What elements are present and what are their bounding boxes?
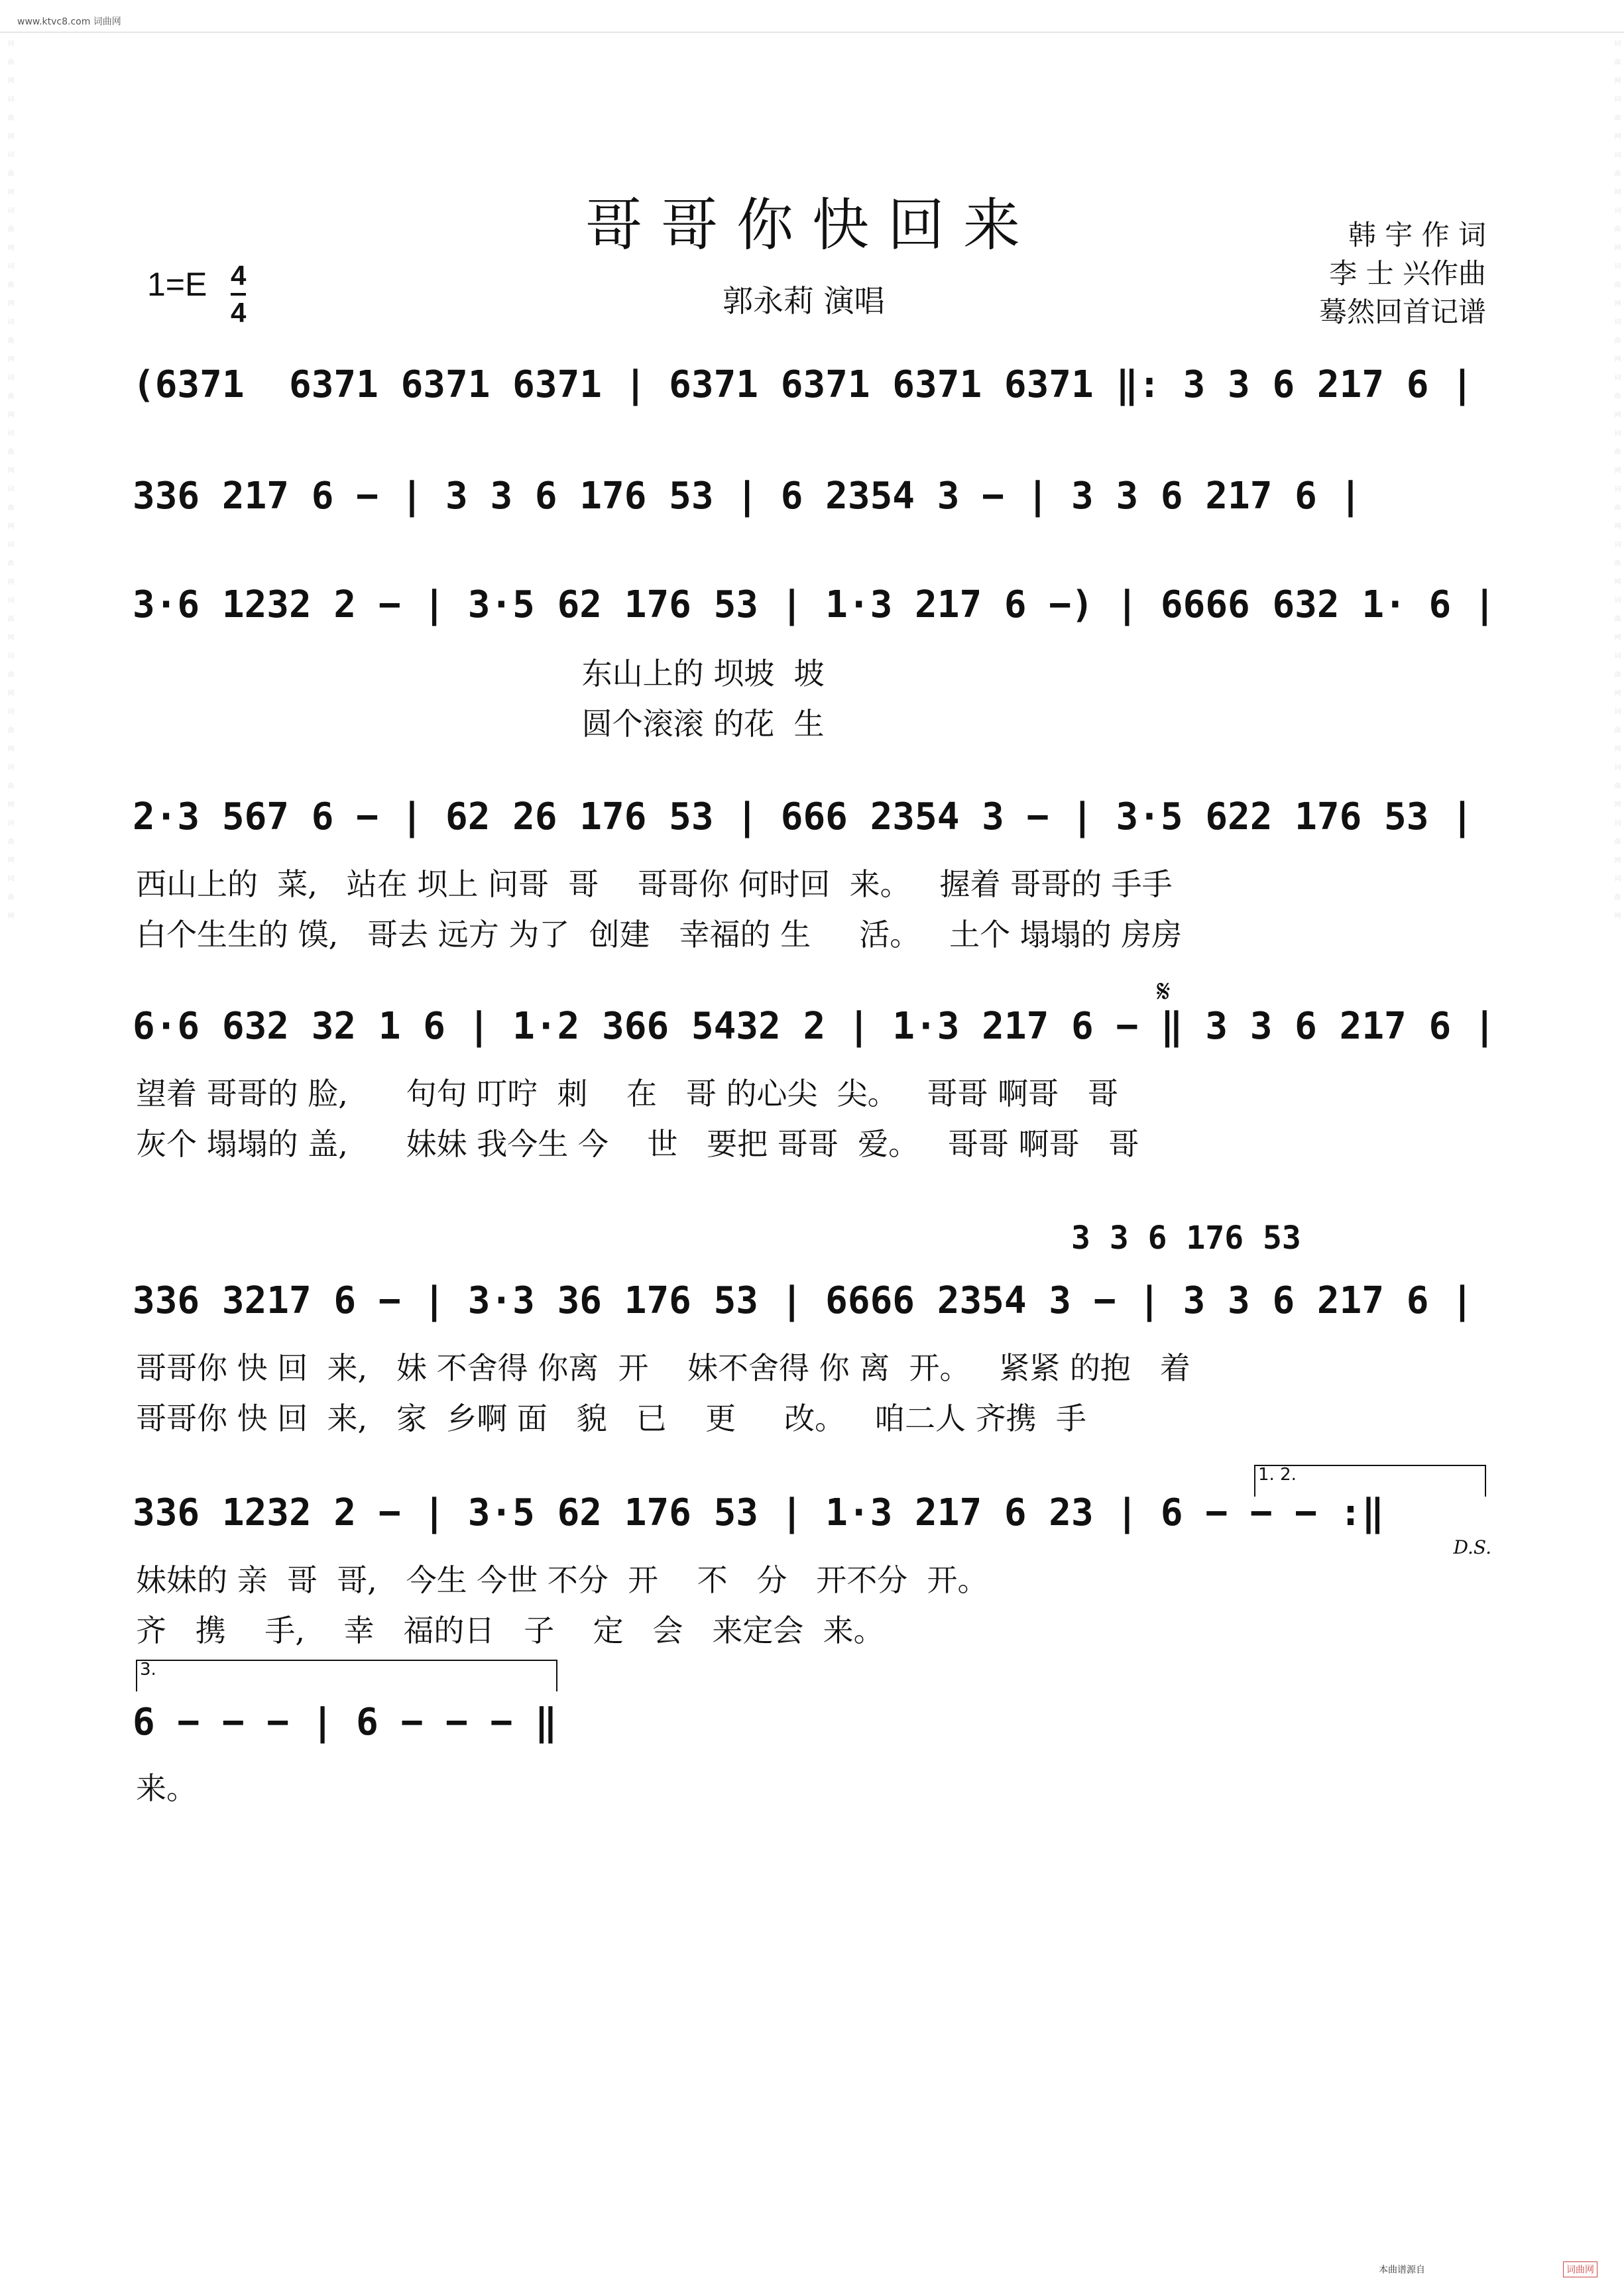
time-signature xyxy=(231,260,246,329)
lyric-line-4a: 西山上的 菜, 站在 坝上 问哥 哥 哥哥你 何时回 来。 握着 哥哥的 手手 xyxy=(136,866,1173,902)
lyric-line-6a: 哥哥你 快 回 来, 妹 不舍得 你离 开 妹不舍得 你 离 开。 紧紧 的抱 着 xyxy=(136,1350,1190,1386)
notation-line-7: 336 1232 2 − | 3·5 62 176 53 | 1·3 217 6 23 | 6 − − − :‖ xyxy=(133,1491,1385,1534)
key-signature: 1=E xyxy=(147,266,207,303)
lyricist: 韩 宇 作 词 xyxy=(1348,219,1486,251)
lyric-line-5a: 望着 哥哥的 脸, 句句 叮咛 刺 在 哥 的心尖 尖。 哥哥 啊哥 哥 xyxy=(136,1076,1119,1112)
notation-line-2: 336 217 6 − | 3 3 6 176 53 | 6 2354 3 − | 3 3 6 217 6 | xyxy=(133,475,1362,518)
left-watermark-strip: 词曲网词曲网词曲网词曲网词曲网词曲网词曲网词曲网词曲网词曲网词曲网词曲网词曲网词曲网词曲网词曲网 xyxy=(6,40,13,931)
segno-sign: 𝄋 xyxy=(1157,973,1171,1010)
lyric-line-5b: 灰个 塌塌的 盖, 妹妹 我今生 今 世 要把 哥哥 爱。 哥哥 啊哥 哥 xyxy=(136,1126,1139,1162)
lyric-line-4b: 白个生生的 馍, 哥去 远方 为了 创建 幸福的 生 活。 土个 塌塌的 房房 xyxy=(136,917,1183,952)
performer: 郭永莉 演唱 xyxy=(723,283,885,319)
site-url[interactable]: www.ktvc8.com 词曲网 xyxy=(17,17,121,27)
lyric-line-6b: 哥哥你 快 回 来, 家 乡啊 面 貌 已 更 改。 咱二人 齐携 手 xyxy=(136,1400,1086,1436)
right-watermark-strip: 词曲网词曲网词曲网词曲网词曲网词曲网词曲网词曲网词曲网词曲网词曲网词曲网词曲网词曲网词曲网词曲网 xyxy=(1613,40,1620,931)
song-title: 哥哥你快回来 xyxy=(585,192,1039,258)
notation-line-1: (6371 6371 6371 6371 | 6371 6371 6371 6371 ‖: 3 3 6 217 6 | xyxy=(133,363,1474,406)
time-sig-bottom: 4 xyxy=(231,297,247,328)
volta-3-label: 3. xyxy=(140,1660,156,1680)
lyric-line-8: 来。 xyxy=(136,1770,197,1806)
notation-line-8: 6 − − − | 6 − − − ‖ xyxy=(133,1701,557,1744)
lyric-line-3b: 圆个滚滚 的花 生 xyxy=(136,706,825,742)
notation-line-6: 336 3217 6 − | 3·3 36 176 53 | 6666 2354 3 − | 3 3 6 217 6 | xyxy=(133,1279,1474,1322)
lyric-line-3a: 东山上的 坝坡 坡 xyxy=(136,656,825,691)
notation-line-5: 6·6 632 32 1 6 | 1·2 366 5432 2 | 1·3 217 6 − ‖ 3 3 6 217 6 | xyxy=(133,1005,1496,1048)
credits xyxy=(1319,216,1486,331)
notation-line-3: 3·6 1232 2 − | 3·5 62 176 53 | 1·3 217 6 −) | 6666 632 1· 6 | xyxy=(133,583,1496,626)
footer-logo[interactable]: 词曲网 xyxy=(1563,2261,1597,2277)
lyric-line-7b: 齐 携 手, 幸 福的日 子 定 会 来定会 来。 xyxy=(136,1613,884,1648)
notation-line-4: 2·3 567 6 − | 62 26 176 53 | 666 2354 3 − | 3·5 622 176 53 | xyxy=(133,795,1474,838)
transcriber: 蓦然回首记谱 xyxy=(1318,296,1486,328)
volta-3 xyxy=(136,1660,557,1691)
dal-segno: D.S. xyxy=(1453,1536,1491,1558)
composer: 李 士 兴作曲 xyxy=(1329,257,1486,290)
notation-alt-line: 3 3 6 176 53 xyxy=(133,1220,1301,1257)
time-sig-top: 4 xyxy=(231,260,247,291)
time-sig-bar xyxy=(231,293,246,296)
footer-source: 本曲谱源自 xyxy=(1379,2265,1425,2275)
lyric-line-7a: 妹妹的 亲 哥 哥, 今生 今世 不分 开 不 分 开不分 开。 xyxy=(136,1562,988,1598)
volta-1-2-label: 1. 2. xyxy=(1258,1465,1297,1485)
